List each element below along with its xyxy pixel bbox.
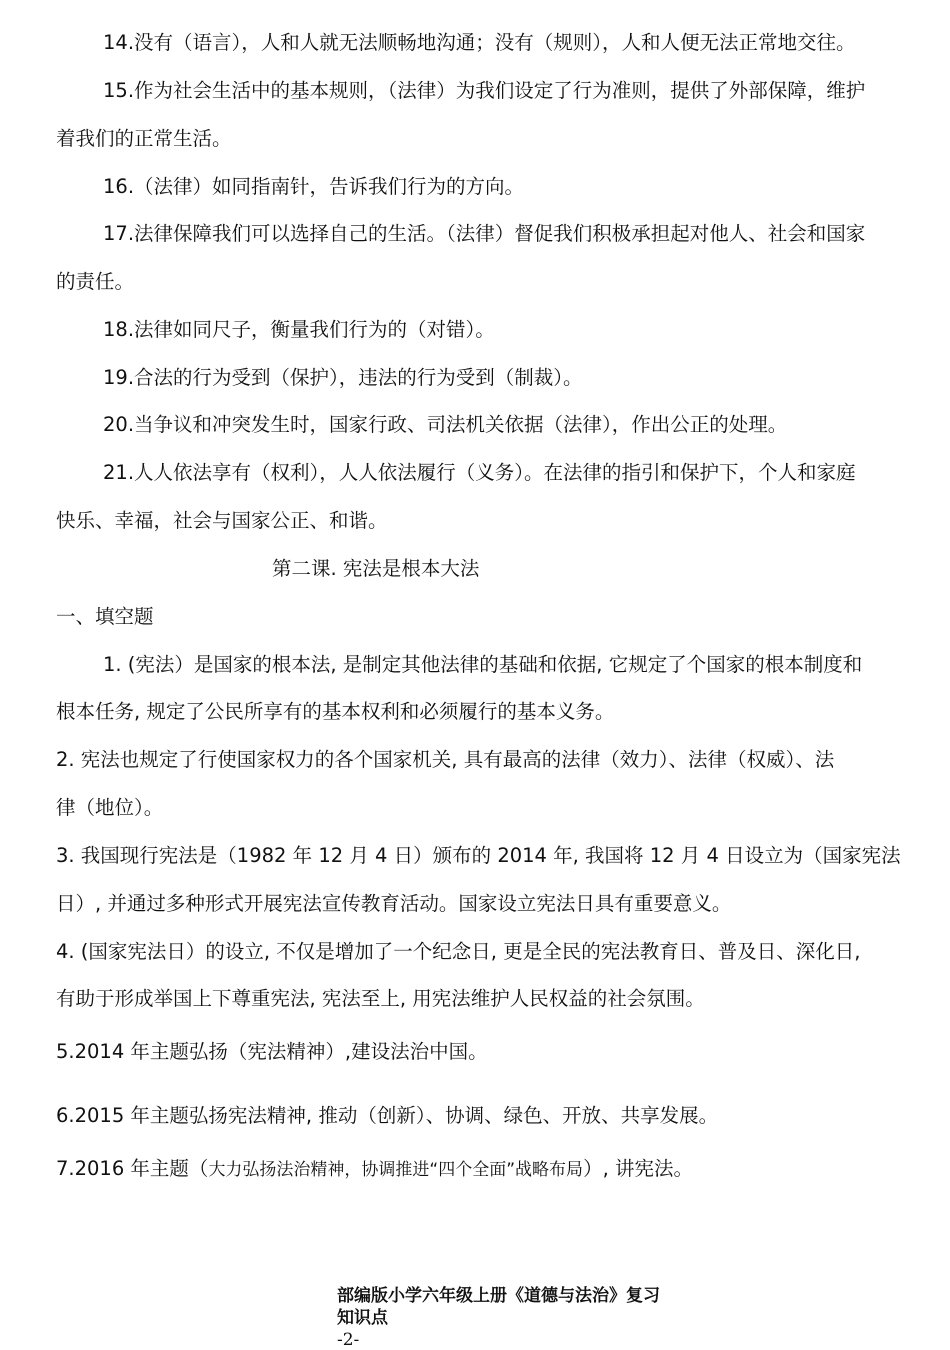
item-17-line-1: 17.法律保障我们可以选择自己的生活。（法律）督促我们积极承担起对他人、社会和国家 (103, 222, 866, 245)
fill-item-7-prefix: 7.2016 年主题（ (56, 1157, 209, 1180)
item-17-line-2: 的责任。 (56, 270, 135, 293)
item-18: 18.法律如同尺子，衡量我们行为的（对错）。 (103, 318, 495, 341)
fill-item-1-line-2: 根本任务, 规定了公民所享有的基本权利和必须履行的基本义务。 (56, 700, 615, 723)
fill-item-4-line-1: 4. (国家宪法日）的设立, 不仅是增加了一个纪念日, 更是全民的宪法教育日、普及日、深化日, (56, 940, 861, 963)
item-15-line-2: 着我们的正常生活。 (56, 127, 232, 150)
footer-title-line-2: 知识点 (337, 1308, 388, 1328)
item-16: 16.（法律）如同指南针，告诉我们行为的方向。 (103, 175, 525, 198)
item-21-line-1: 21.人人依法享有（权利），人人依法履行（义务）。在法律的指引和保护下，个人和家庭 (103, 461, 856, 484)
lesson-title: 第二课. 宪法是根本大法 (272, 557, 480, 580)
fill-item-7 (56, 1156, 942, 1183)
section-heading: 一、填空题 (56, 605, 154, 628)
fill-item-4-line-2: 有助于形成举国上下尊重宪法, 宪法至上, 用宪法维护人民权益的社会氛围。 (56, 987, 705, 1010)
fill-item-5: 5.2014 年主题弘扬（宪法精神）,建设法治中国。 (56, 1040, 488, 1063)
fill-item-3-line-2: 日）, 并通过多种形式开展宪法宣传教育活动。国家设立宪法日具有重要意义。 (56, 892, 732, 915)
footer-title-line-1: 部编版小学六年级上册《道德与法治》复习 (337, 1286, 660, 1306)
item-19: 19.合法的行为受到（保护），违法的行为受到（制裁）。 (103, 366, 583, 389)
item-15-line-1: 15.作为社会生活中的基本规则，（法律）为我们设定了行为准则，提供了外部保障，维护 (103, 79, 866, 102)
fill-item-6: 6.2015 年主题弘扬宪法精神, 推动（创新）、协调、绿色、开放、共享发展。 (56, 1104, 719, 1127)
item-20: 20.当争议和冲突发生时，国家行政、司法机关依据（法律），作出公正的处理。 (103, 413, 788, 436)
page-number: -2- (337, 1330, 360, 1350)
fill-item-7-theme: 大力弘扬法治精神，协调推进“四个全面”战略布局 (208, 1160, 584, 1180)
item-21-line-2: 快乐、幸福，社会与国家公正、和谐。 (56, 509, 388, 532)
fill-item-1-line-1: 1. (宪法）是国家的根本法, 是制定其他法律的基础和依据, 它规定了个国家的根本制度和 (103, 653, 863, 676)
fill-item-7-suffix: ）, 讲宪法。 (583, 1157, 693, 1180)
fill-item-2-line-2: 律（地位）。 (56, 796, 164, 819)
fill-item-3-line-1: 3. 我国现行宪法是（1982 年 12 月 4 日）颁布的 2014 年, 我国将 12 月 4 日设立为（国家宪法 (56, 844, 901, 867)
item-14: 14.没有（语言），人和人就无法顺畅地沟通；没有（规则），人和人便无法正常地交往。 (103, 31, 856, 54)
fill-item-2-line-1: 2. 宪法也规定了行使国家权力的各个国家机关, 具有最高的法律（效力）、法律（权威）、法 (56, 748, 835, 771)
